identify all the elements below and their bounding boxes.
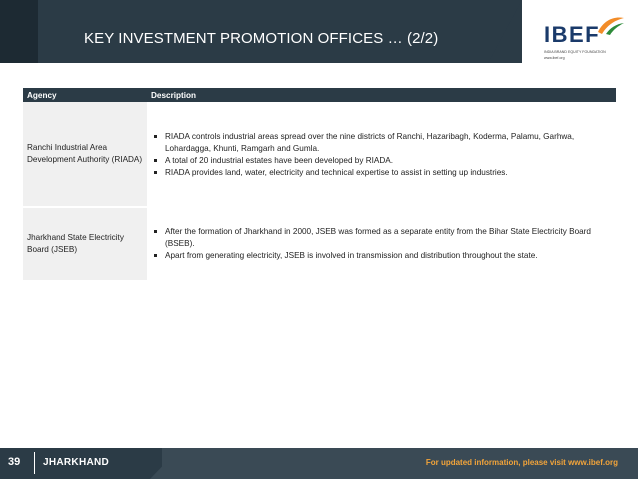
- table-header-row: [23, 88, 616, 102]
- logo-swoosh-icon: [596, 14, 626, 36]
- column-header-description: Description: [147, 88, 616, 102]
- bullet-item: RIADA provides land, water, electricity and technical expertise to assist in setting up industries.: [165, 167, 612, 179]
- footer-diagonal: [150, 448, 180, 479]
- description-cell: [147, 102, 616, 207]
- page-title: KEY INVESTMENT PROMOTION OFFICES … (2/2): [84, 30, 439, 47]
- footer-state-name: JHARKHAND: [43, 457, 110, 468]
- bullet-item: After the formation of Jharkhand in 2000, JSEB was formed as a separate entity from the Bihar State Electricity Board (BSEB).: [165, 226, 612, 250]
- footer-divider: [34, 452, 35, 474]
- bullet-item: A total of 20 industrial estates have been developed by RIADA.: [165, 155, 612, 167]
- logo-tagline: INDIA BRAND EQUITY FOUNDATION: [544, 50, 606, 54]
- description-cell: [147, 207, 616, 280]
- bullet-item: Apart from generating electricity, JSEB is involved in transmission and distribution throughout the state.: [165, 250, 612, 262]
- agency-cell: Jharkhand State Electricity Board (JSEB): [23, 207, 147, 280]
- description-bullets: [151, 131, 612, 179]
- ibef-logo: [540, 14, 630, 62]
- page-number: 39: [8, 456, 21, 468]
- logo-url: www.ibef.org: [544, 56, 565, 60]
- bullet-item: RIADA controls industrial areas spread over the nine districts of Ranchi, Hazaribagh, Koderma, Palamu, Garhwa, Lohardagga, Khunti, Ramgarh and Gumla.: [165, 131, 612, 155]
- logo-text: IBEF: [544, 22, 601, 47]
- column-header-agency: Agency: [23, 88, 147, 102]
- header-wedge: [488, 0, 522, 63]
- description-bullets: [151, 226, 612, 262]
- table-row: [23, 102, 616, 207]
- footer-visit-note[interactable]: For updated information, please visit www.ibef.org: [425, 458, 618, 467]
- header-accent: [0, 0, 38, 63]
- agency-table: [23, 88, 616, 280]
- agency-cell: Ranchi Industrial Area Development Authority (RIADA): [23, 102, 147, 207]
- table-row: [23, 207, 616, 280]
